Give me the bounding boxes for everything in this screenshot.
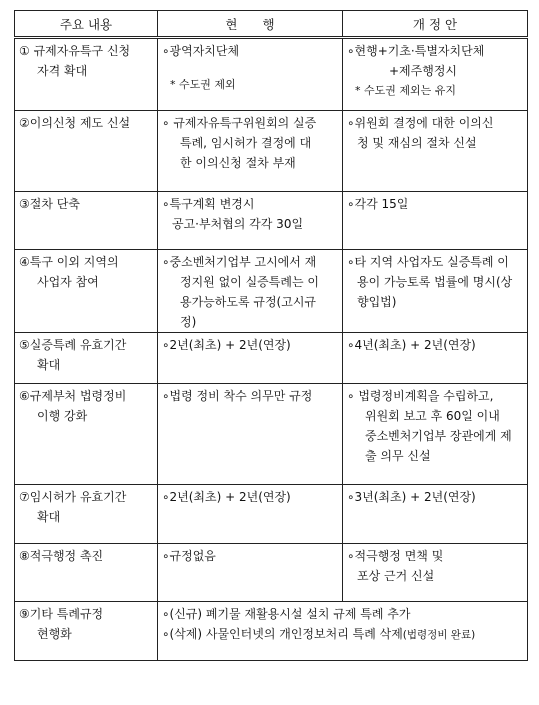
item-cell: ⑥규제부처 법령정비 이행 강화 xyxy=(15,384,158,485)
proposed-cell: ∘타 지역 사업자도 실증특례 이 용이 가능토록 법률에 명시(상 향입법) xyxy=(343,250,528,333)
current-cell: ∘특구계획 변경시 공고·부처협의 각각 30일 xyxy=(158,192,343,250)
table-row xyxy=(15,602,528,661)
proposed-cell: ∘위원회 결정에 대한 이의신 청 및 재심의 절차 신설 xyxy=(343,111,528,192)
current-cell: ∘중소벤처기업부 고시에서 재 정지원 없이 실증특례는 이 용가능하도록 규정(고시규 정) xyxy=(158,250,343,333)
item-cell: ②이의신청 제도 신설 xyxy=(15,111,158,192)
current-cell: ∘법령 정비 착수 의무만 규정 xyxy=(158,384,343,485)
current-cell: ∘2년(최초) + 2년(연장) xyxy=(158,333,343,384)
item-cell: ④특구 이외 지역의 사업자 참여 xyxy=(15,250,158,333)
header-current: 현 행 xyxy=(158,11,343,38)
item-cell: ③절차 단축 xyxy=(15,192,158,250)
proposed-cell: ∘4년(최초) + 2년(연장) xyxy=(343,333,528,384)
current-cell: ∘규정없음 xyxy=(158,544,343,602)
item-cell: ⑤실증특례 유효기간 확대 xyxy=(15,333,158,384)
proposed-cell: ∘적극행정 면책 및 포상 근거 신설 xyxy=(343,544,528,602)
item-cell: ⑧적극행정 촉진 xyxy=(15,544,158,602)
current-cell: ∘ 규제자유특구위원회의 실증 특례, 임시허가 결정에 대 한 이의신청 절차 부재 xyxy=(158,111,343,192)
table-header-row xyxy=(15,11,528,38)
table-row xyxy=(15,192,528,250)
item-cell: ⑦임시허가 유효기간 확대 xyxy=(15,485,158,544)
comparison-table xyxy=(14,10,528,661)
table-row xyxy=(15,38,528,111)
header-main-content: 주요 내용 xyxy=(15,11,158,38)
table-row xyxy=(15,544,528,602)
current-cell: ∘2년(최초) + 2년(연장) xyxy=(158,485,343,544)
proposed-cell: ∘ 법령정비계획을 수립하고, 위원회 보고 후 60일 이내 중소벤처기업부 장관에게 제 출 의무 신설 xyxy=(343,384,528,485)
item-cell: ⑨기타 특례규정 현행화 xyxy=(15,602,158,661)
current-cell: ∘광역자치단체 * 수도권 제외 xyxy=(158,38,343,111)
table-row xyxy=(15,111,528,192)
proposed-cell: ∘3년(최초) + 2년(연장) xyxy=(343,485,528,544)
merged-change-cell: ∘(신규) 폐기물 재활용시설 설치 규제 특례 추가 ∘(삭제) 사물인터넷의 개인정보처리 특례 삭제(법령정비 완료) xyxy=(158,602,528,661)
table-row xyxy=(15,250,528,333)
merged-suffix: (법령정비 완료) xyxy=(402,629,476,641)
item-cell: ① 규제자유특구 신청 자격 확대 xyxy=(15,38,158,111)
header-proposed: 개 정 안 xyxy=(343,11,528,38)
proposed-cell: ∘각각 15일 xyxy=(343,192,528,250)
table-row xyxy=(15,485,528,544)
proposed-cell: ∘현행+기초·특별자치단체 +제주행정시 * 수도권 제외는 유지 xyxy=(343,38,528,111)
table-row xyxy=(15,333,528,384)
table-row xyxy=(15,384,528,485)
merged-line-2: ∘(삭제) 사물인터넷의 개인정보처리 특례 삭제 xyxy=(162,627,403,641)
